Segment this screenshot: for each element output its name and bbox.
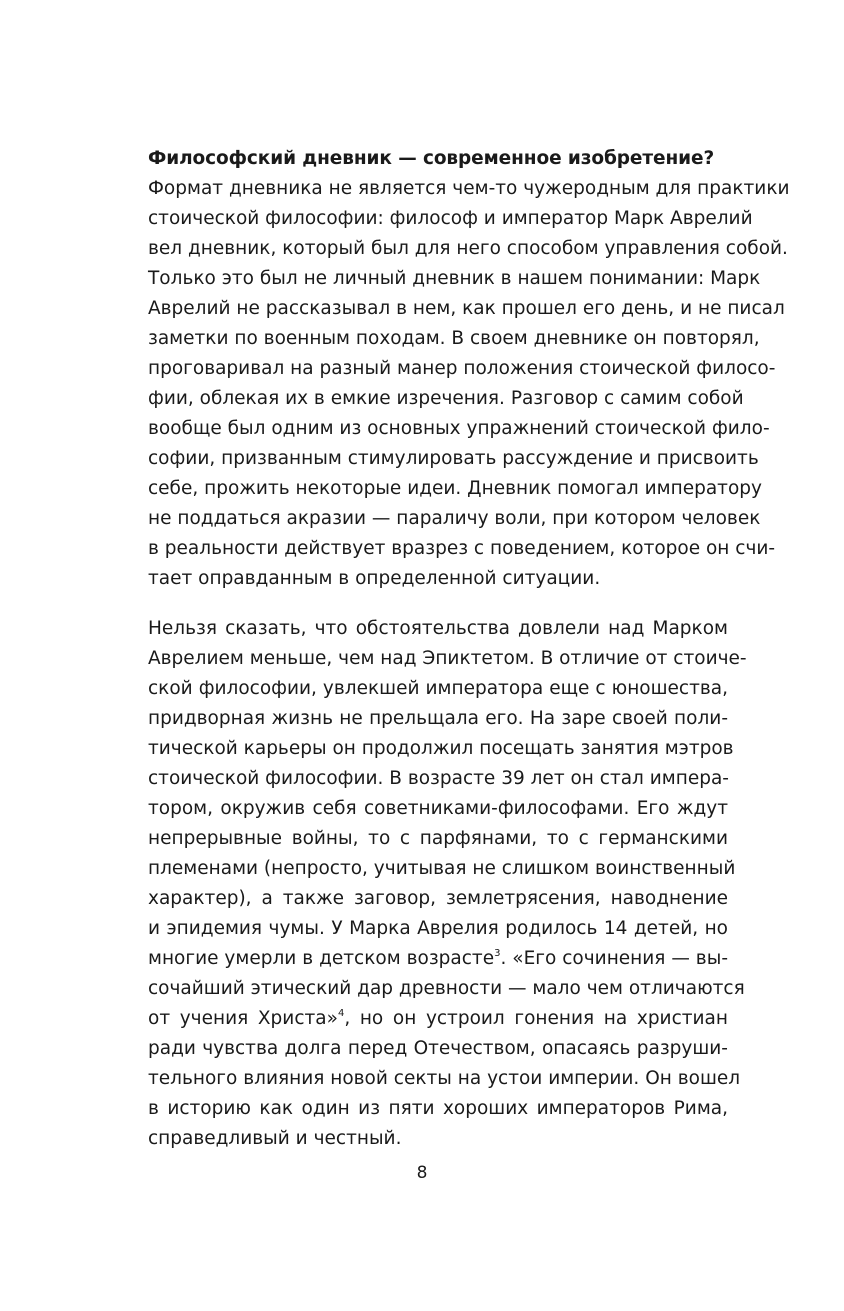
text-line: софии, призванным стимулировать рассуждение и присвоить <box>148 448 759 469</box>
text-line: справедливый и честный. <box>148 1128 402 1149</box>
text-line: вел дневник, который был для него способом управления собой. <box>148 238 788 259</box>
section-heading: Философский дневник — современное изобретение? <box>148 148 715 169</box>
text-line: тельного влияния новой секты на устои империи. Он вошел <box>148 1068 741 1089</box>
text-line: ради чувства долга перед Отечеством, опасаясь разруши- <box>148 1038 728 1059</box>
text-line: фии, облекая их в емкие изречения. Разговор с самим собой <box>148 388 744 409</box>
text-line: тором, окружив себя советниками-философами. Его ждут <box>148 798 728 819</box>
text-line: Аврелием меньше, чем над Эпиктетом. В отличие от стоиче- <box>148 648 747 669</box>
text-line: заметки по военным походам. В своем дневнике он повторял, <box>148 328 760 349</box>
text-line: тает оправданным в определенной ситуации. <box>148 568 601 589</box>
text-line: не поддаться акразии — параличу воли, при котором человек <box>148 508 761 529</box>
text-line: ской философии, увлекшей императора еще с юношества, <box>148 678 728 699</box>
text-line: Аврелий не рассказывал в нем, как прошел его день, и не писал <box>148 298 785 319</box>
text-line: и эпидемия чумы. У Марка Аврелия родилось 14 детей, но <box>148 918 728 939</box>
text-line-with-footnote <box>148 944 728 974</box>
text-fragment: от учения Христа» <box>148 1008 338 1029</box>
text-fragment: . «Его сочинения — вы- <box>500 948 728 969</box>
text-line: тической карьеры он продолжил посещать занятия мэтров <box>148 738 734 759</box>
text-line: Только это был не личный дневник в нашем понимании: Марк <box>148 268 761 289</box>
text-line: характер), а также заговор, землетрясения, наводнение <box>148 888 728 909</box>
page-number: 8 <box>416 1163 428 1183</box>
text-line: придворная жизнь не прельщала его. На заре своей поли- <box>148 708 728 729</box>
text-line-with-footnote <box>148 1004 728 1034</box>
text-fragment: , но он устроил гонения на христиан <box>344 1008 728 1029</box>
text-line: себе, прожить некоторые идеи. Дневник помогал императору <box>148 478 762 499</box>
page-body <box>148 144 790 1154</box>
footnote-ref-3[interactable]: 3 <box>494 948 501 959</box>
text-line: непрерывные войны, то с парфянами, то с германскими <box>148 828 728 849</box>
text-line: в реальности действует вразрез с поведением, которое он счи- <box>148 538 776 559</box>
text-line: Формат дневника не является чем-то чужеродным для практики <box>148 178 790 199</box>
text-line: проговаривал на разный манер положения стоической филосо- <box>148 358 776 379</box>
text-line: сочайший этический дар древности — мало чем отличаются <box>148 978 745 999</box>
footnote-ref-4[interactable]: 4 <box>337 1008 345 1019</box>
paragraph-gap <box>148 594 728 614</box>
text-line: стоической философии. В возрасте 39 лет он стал импера- <box>148 768 729 789</box>
text-line: Нельзя сказать, что обстоятельства довлели над Марком <box>148 618 728 639</box>
text-line: племенами (непросто, учитывая не слишком воинственный <box>148 858 736 879</box>
text-fragment: многие умерли в детском возрасте <box>148 948 495 969</box>
text-line: в историю как один из пяти хороших императоров Рима, <box>148 1098 728 1119</box>
text-line: вообще был одним из основных упражнений стоической фило- <box>148 418 770 439</box>
text-line: стоической философии: философ и император Марк Аврелий <box>148 208 753 229</box>
